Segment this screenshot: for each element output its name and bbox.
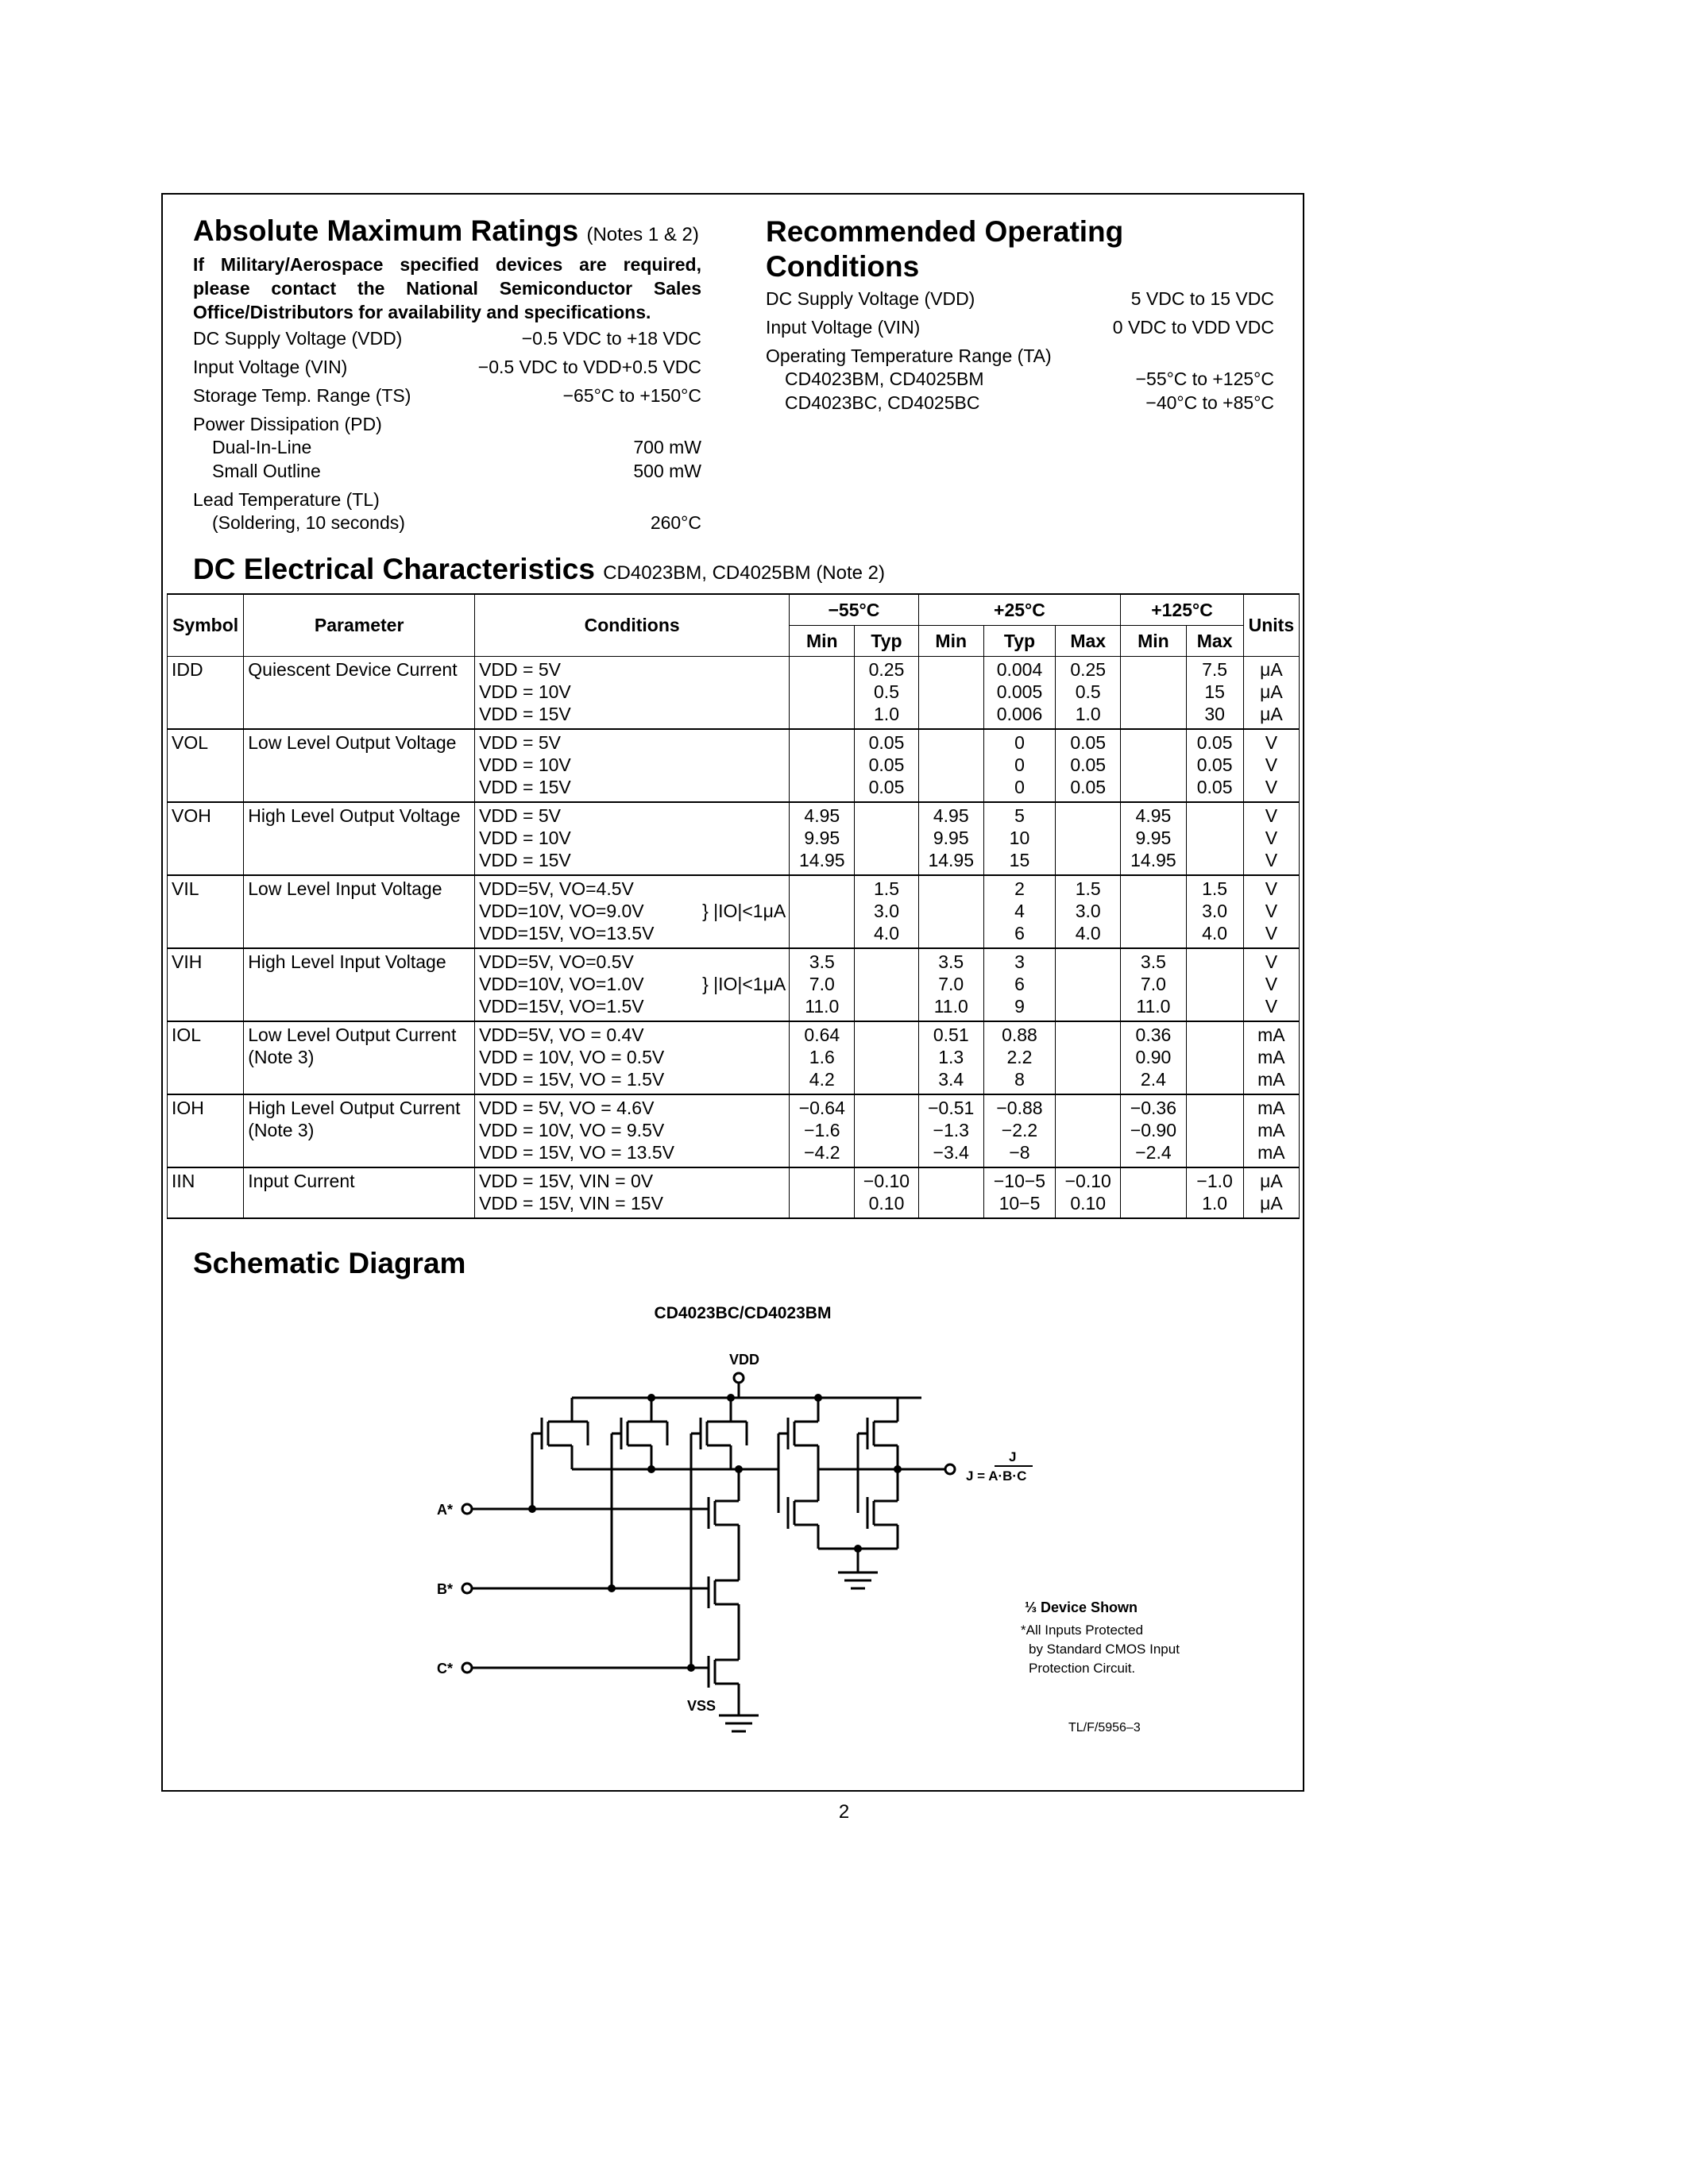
- cell-m55typ: [855, 1094, 918, 1167]
- schematic-heading: Schematic Diagram: [193, 1247, 466, 1279]
- table-row: [168, 729, 1300, 802]
- condition-label: Operating Temperature Range (TA): [766, 345, 1052, 366]
- rating-value: 260°C: [650, 512, 701, 533]
- cell-parameter: Quiescent Device Current: [244, 657, 475, 730]
- table-row: [168, 657, 1300, 730]
- cell-m55typ: [855, 948, 918, 1021]
- cell-p125min: [1121, 729, 1186, 802]
- cell-conditions: VDD = 5V VDD = 10V VDD = 15V: [475, 657, 790, 730]
- cell-m55typ: 0.25 0.5 1.0: [855, 657, 918, 730]
- rating-label: Dual-In-Line: [212, 437, 312, 457]
- rating-value: 700 mW: [633, 437, 701, 457]
- rec-op-heading: Recommended Operating Conditions: [766, 215, 1124, 283]
- cell-parameter: High Level Input Voltage: [244, 948, 475, 1021]
- header-min: Min: [1121, 626, 1186, 657]
- cell-p125min: [1121, 1167, 1186, 1218]
- cell-p125max: [1186, 948, 1243, 1021]
- cell-m55min: [790, 875, 855, 948]
- conditions-aside: } |IO|<1μA: [702, 901, 786, 921]
- cell-parameter: Low Level Output Voltage: [244, 729, 475, 802]
- cell-p125min: 0.36 0.90 2.4: [1121, 1021, 1186, 1094]
- cell-p25max: [1056, 948, 1121, 1021]
- header-min: Min: [790, 626, 855, 657]
- cell-symbol: IOL: [168, 1021, 244, 1094]
- input-a-terminal: [462, 1504, 472, 1514]
- input-c-terminal: [462, 1663, 472, 1673]
- cell-parameter: Input Current: [244, 1167, 475, 1218]
- cell-conditions: VDD=5V, VO=4.5V VDD=10V, VO=9.0V VDD=15V, VO=13.5V } |IO|<1μA: [475, 875, 790, 948]
- cell-p25max: 0.05 0.05 0.05: [1056, 729, 1121, 802]
- cell-p25max: [1056, 802, 1121, 875]
- condition-value: −55°C to +125°C: [1135, 369, 1274, 389]
- condition-label: DC Supply Voltage (VDD): [766, 288, 975, 309]
- condition-value: 5 VDC to 15 VDC: [1130, 288, 1274, 309]
- pmos-inv1: [778, 1398, 818, 1469]
- output-j-label: J: [1009, 1449, 1017, 1464]
- pmos-c: [691, 1398, 747, 1469]
- cell-parameter: Low Level Output Current (Note 3): [244, 1021, 475, 1094]
- cell-units: V V V: [1243, 948, 1299, 1021]
- header-typ: Typ: [983, 626, 1055, 657]
- rating-label: Small Outline: [212, 461, 321, 481]
- cell-p25max: 0.25 0.5 1.0: [1056, 657, 1121, 730]
- cell-units: μA μA: [1243, 1167, 1299, 1218]
- cell-p25min: 3.5 7.0 11.0: [918, 948, 983, 1021]
- cell-m55min: 0.64 1.6 4.2: [790, 1021, 855, 1094]
- header-temp-25: +25°C: [918, 594, 1121, 626]
- pmos-inv2: [858, 1398, 898, 1469]
- vdd-terminal: [734, 1373, 744, 1383]
- cell-conditions: VDD = 5V VDD = 10V VDD = 15V: [475, 729, 790, 802]
- protect-note-3: Protection Circuit.: [1029, 1661, 1136, 1676]
- cell-m55min: 3.5 7.0 11.0: [790, 948, 855, 1021]
- cell-m55min: [790, 657, 855, 730]
- cell-conditions: VDD = 5V, VO = 4.6V VDD = 10V, VO = 9.5V VDD = 15V, VO = 13.5V: [475, 1094, 790, 1167]
- rating-label: (Soldering, 10 seconds): [212, 512, 405, 533]
- rating-label: Input Voltage (VIN): [193, 357, 348, 377]
- input-c-label: C*: [437, 1661, 454, 1677]
- schematic-diagram: [405, 1318, 1279, 1779]
- protect-note-1: *All Inputs Protected: [1021, 1623, 1144, 1638]
- cell-units: V V V: [1243, 729, 1299, 802]
- cell-p25max: −0.10 0.10: [1056, 1167, 1121, 1218]
- header-parameter: Parameter: [244, 594, 475, 657]
- cell-p125min: 3.5 7.0 11.0: [1121, 948, 1186, 1021]
- cell-p25max: [1056, 1094, 1121, 1167]
- header-conditions: Conditions: [475, 594, 790, 657]
- cell-m55min: [790, 1167, 855, 1218]
- cell-p125min: [1121, 875, 1186, 948]
- condition-label: Input Voltage (VIN): [766, 317, 921, 338]
- cell-p25typ: 2 4 6: [983, 875, 1055, 948]
- cell-symbol: VOH: [168, 802, 244, 875]
- protect-note-2: by Standard CMOS Input: [1029, 1642, 1180, 1657]
- cell-m55typ: [855, 802, 918, 875]
- cell-m55typ: 0.05 0.05 0.05: [855, 729, 918, 802]
- cell-p25typ: −0.88 −2.2 −8: [983, 1094, 1055, 1167]
- cell-conditions: VDD=5V, VO = 0.4V VDD = 10V, VO = 0.5V VDD = 15V, VO = 1.5V: [475, 1021, 790, 1094]
- page-number: 2: [838, 1801, 850, 1823]
- rating-label: Storage Temp. Range (TS): [193, 385, 411, 406]
- dc-heading: DC Electrical Characteristics CD4023BM, CD4025BM (Note 2): [193, 553, 886, 585]
- cell-symbol: VOL: [168, 729, 244, 802]
- cell-parameter: High Level Output Voltage: [244, 802, 475, 875]
- conditions-aside: } |IO|<1μA: [702, 974, 786, 994]
- table-row: [168, 1167, 1300, 1218]
- rating-label: DC Supply Voltage (VDD): [193, 328, 403, 349]
- input-b-terminal: [462, 1584, 472, 1593]
- pmos-a: [532, 1398, 588, 1469]
- condition-value: 0 VDC to VDD VDC: [1112, 317, 1274, 338]
- cell-m55min: [790, 729, 855, 802]
- dc-characteristics-table: [167, 593, 1300, 1219]
- header-temp-125: +125°C: [1121, 594, 1243, 626]
- abs-max-heading: Absolute Maximum Ratings (Notes 1 & 2): [193, 214, 699, 247]
- cell-conditions: VDD = 5V VDD = 10V VDD = 15V: [475, 802, 790, 875]
- condition-label: CD4023BC, CD4025BC: [785, 392, 980, 413]
- cell-symbol: IIN: [168, 1167, 244, 1218]
- header-max: Max: [1186, 626, 1243, 657]
- cell-p25min: 0.51 1.3 3.4: [918, 1021, 983, 1094]
- cell-symbol: VIL: [168, 875, 244, 948]
- cell-units: V V V: [1243, 875, 1299, 948]
- cell-p125min: 4.95 9.95 14.95: [1121, 802, 1186, 875]
- cell-p25typ: 0.004 0.005 0.006: [983, 657, 1055, 730]
- rating-value: 500 mW: [633, 461, 701, 481]
- cell-p25typ: 0.88 2.2 8: [983, 1021, 1055, 1094]
- header-min: Min: [918, 626, 983, 657]
- cell-parameter: High Level Output Current (Note 3): [244, 1094, 475, 1167]
- condition-label: CD4023BM, CD4025BM: [785, 369, 984, 389]
- cell-symbol: IDD: [168, 657, 244, 730]
- output-equation: J = A·B·C: [966, 1468, 1027, 1484]
- cell-conditions: VDD = 15V, VIN = 0V VDD = 15V, VIN = 15V: [475, 1167, 790, 1218]
- output-j-terminal: [945, 1464, 955, 1474]
- header-typ: Typ: [855, 626, 918, 657]
- header-max: Max: [1056, 626, 1121, 657]
- cell-p25min: [918, 1167, 983, 1218]
- table-row: [168, 948, 1300, 1021]
- rating-value: −0.5 VDC to VDD+0.5 VDC: [477, 357, 701, 377]
- cell-p125max: [1186, 802, 1243, 875]
- rating-label: Lead Temperature (TL): [193, 489, 380, 510]
- cell-p25max: 1.5 3.0 4.0: [1056, 875, 1121, 948]
- cell-conditions: VDD=5V, VO=0.5V VDD=10V, VO=1.0V VDD=15V, VO=1.5V } |IO|<1μA: [475, 948, 790, 1021]
- cell-symbol: VIH: [168, 948, 244, 1021]
- cell-p25min: [918, 657, 983, 730]
- rating-label: Power Dissipation (PD): [193, 414, 382, 434]
- cell-p125min: −0.36 −0.90 −2.4: [1121, 1094, 1186, 1167]
- military-notice: If Military/Aerospace specified devices are required, please contact the National Semiconductor Sales Office/Distributors for availability and specifications.: [193, 254, 701, 322]
- header-units: Units: [1243, 594, 1299, 657]
- input-b-label: B*: [437, 1581, 454, 1597]
- cell-m55min: −0.64 −1.6 −4.2: [790, 1094, 855, 1167]
- header-temp-minus55: −55°C: [790, 594, 918, 626]
- cell-symbol: IOH: [168, 1094, 244, 1167]
- cell-m55typ: −0.10 0.10: [855, 1167, 918, 1218]
- cell-units: mA mA mA: [1243, 1094, 1299, 1167]
- cell-p125max: 7.5 15 30: [1186, 657, 1243, 730]
- cell-p125min: [1121, 657, 1186, 730]
- cell-p25typ: 0 0 0: [983, 729, 1055, 802]
- cell-m55typ: [855, 1021, 918, 1094]
- vss-label: VSS: [687, 1698, 717, 1714]
- cell-p25min: 4.95 9.95 14.95: [918, 802, 983, 875]
- cell-units: V V V: [1243, 802, 1299, 875]
- pmos-b: [612, 1398, 667, 1469]
- cell-p25min: −0.51 −1.3 −3.4: [918, 1094, 983, 1167]
- condition-value: −40°C to +85°C: [1145, 392, 1274, 413]
- cell-p125max: −1.0 1.0: [1186, 1167, 1243, 1218]
- figure-ref: TL/F/5956–3: [1068, 1721, 1141, 1734]
- table-row: [168, 1094, 1300, 1167]
- vdd-label: VDD: [729, 1352, 760, 1368]
- cell-m55typ: 1.5 3.0 4.0: [855, 875, 918, 948]
- cell-p25typ: −10−5 10−5: [983, 1167, 1055, 1218]
- cell-p25typ: 5 10 15: [983, 802, 1055, 875]
- cell-p125max: [1186, 1094, 1243, 1167]
- schematic-caption: CD4023BC/CD4023BM: [654, 1304, 832, 1322]
- cell-p125max: [1186, 1021, 1243, 1094]
- rating-value: −65°C to +150°C: [562, 385, 701, 406]
- device-note: ⅓ Device Shown: [1025, 1599, 1138, 1615]
- table-row: [168, 802, 1300, 875]
- cell-parameter: Low Level Input Voltage: [244, 875, 475, 948]
- cell-p25min: [918, 875, 983, 948]
- cell-p125max: 0.05 0.05 0.05: [1186, 729, 1243, 802]
- table-row: [168, 875, 1300, 948]
- input-a-label: A*: [437, 1502, 454, 1518]
- header-symbol: Symbol: [168, 594, 244, 657]
- cell-units: mA mA mA: [1243, 1021, 1299, 1094]
- cell-units: μA μA μA: [1243, 657, 1299, 730]
- cell-p25min: [918, 729, 983, 802]
- cell-p25max: [1056, 1021, 1121, 1094]
- table-row: [168, 1021, 1300, 1094]
- cell-p125max: 1.5 3.0 4.0: [1186, 875, 1243, 948]
- cell-p25typ: 3 6 9: [983, 948, 1055, 1021]
- cell-m55min: 4.95 9.95 14.95: [790, 802, 855, 875]
- rating-value: −0.5 VDC to +18 VDC: [521, 328, 701, 349]
